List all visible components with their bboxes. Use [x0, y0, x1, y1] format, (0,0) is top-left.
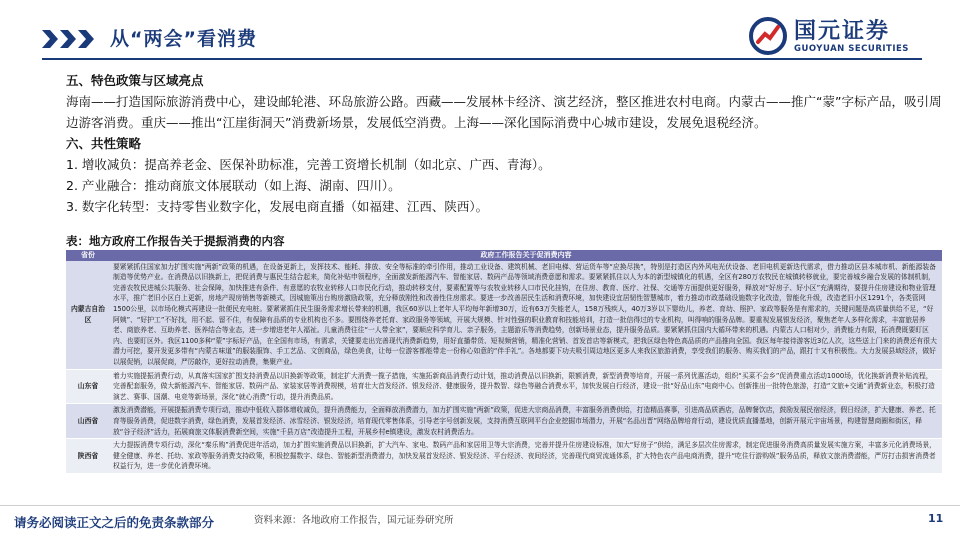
province-cell: 山西省 [66, 404, 110, 439]
section-5-paragraph: 海南——打造国际旅游消费中心，建设邮轮港、环岛旅游公路。西藏——发展林卡经济、演艺经济，整区推进农村电商。内蒙古——推广“蒙”字标产品，吸引周边游客消费。重庆——推出“江崖街洞天”消费新场景，发展低空消费。上海——深化国际消费中心城市建设，发展免退税经济。 [66, 94, 942, 130]
chevron-arrows-icon [42, 30, 102, 48]
main-text [66, 70, 946, 217]
province-cell: 陕西省 [66, 439, 110, 474]
company-logo [748, 14, 938, 58]
logo-text-cn: 国元证券 [794, 19, 891, 44]
section-5-heading: 五、特色政策与区域亮点 [66, 73, 204, 88]
province-cell: 山东省 [66, 369, 110, 404]
table-header-row [66, 250, 942, 261]
content-cell: 大力提振消费专项行动，深化“秦乐购”消费促进年活动，加力扩围实施消费品以旧换新，扩大汽车、家电、数码产品和家居用卫等大宗消费，完善并提升住房建设标准，加大“好房子”供给，满足多层次住房需求，制定促进服务消费高质量发展实施方案，丰富多元化消费场景，健全健康、养老、托幼、家政等服务消费支持政策，积极挖掘数字、绿色、智能新型消费潜力，加快发展首发经济、银发经济、平台经济、夜间经济，完善现代商贸流通体系，扩大特色农产品电商消费，提升“吃住行游购娱”服务品质，释放文旅消费潜能，严厉打击损害消费者权益行为，进一步优化消费环境。 [110, 439, 942, 474]
logo-emblem-icon [748, 16, 788, 56]
page-number: 11 [928, 512, 944, 525]
source-note: 资料来源：各地政府工作报告，国元证券研究所 [254, 515, 454, 526]
province-cell: 内蒙古自治区 [66, 261, 110, 369]
content-cell: 要紧紧抓住国家加力扩围实施“两新”政策的机遇，在设备更新上，发挥技术、能耗、排放、安全等标准的牵引作用，推动工业设备、建筑机械、老旧电梯、营运货车等“应换尽换”，特别是打造区内外风电光伏设备、老旧电机更新迭代需求，借力推动区县本城市机、新能源装备制造等优势产业。在消费品以旧换新上，把促消费与惠民生结合起来，简化补贴申领程序，全面激发新能源汽车、智能家居、数码产品等领域消费意愿和需求。要紧紧抓住以人为本的新型城镇化的机遇，全区有280万农牧民在城镇转移就业，要完善城乡融合发展的体制机制，完善农牧民进城公共服务、社会保障，加快推进有条件、有意愿的农牧业转移人口市民化行动，推动转移支付，要素配置等与农牧业转移人口市民化挂钩，在住房、教育、医疗、社保、交通等方面提供更好服务，释放对“好房子、好小区”充满期待，要提升住房建设和物业管理水平，推广老旧小区白上更新，房地产现房销售等新模式，因城施策出台购房激励政策，充分释放刚性和改善性住房需求。要进一步改善居民生活和消费环境，加快建设宜居韧性智慧城市，着力推动市政基础设施数字化改造，智能化升级，改造老旧小区1291个，各类管网1500公里，以市场化模式再建设一批便民充电桩。要紧紧抓住民生服务需求增长带来的机遇，我区60岁以上老年人平均每年新增30万，近有63万失能老人，158万残疾人，40万3岁以下婴幼儿，养老、育幼、照护、家政等服务是有需求的，关键问题是高质量供给不足，“好阿姨”、“好护工”不好找，用不起、留不住，有保障有品质的专业机构也不多。要围绕养老托育、家政服务等领域，开展大规模、针对性强的职业教育和技能培训，打造一批信得过的专业机构，叫得响的服务品牌。要重视发展银发经济，聚焦老年人多样化需求，丰富旅居养老、商旅养老、互助养老、医养结合等业态，进一步增进老年人福祉。儿童消费往往“一人带全家”，要顺应科学育儿、亲子服务，主题游乐等消费趋势，创新场景业态，提升服务品质。要紧紧抓住国内大循环带来的机遇。内蒙古人口相对少，消费能力有限，拓消费既要盯区内、也要盯区外。我区1100多种“蒙”字标好产品，在全国有市场，有需求，关键要走出完善现代消费新趋势，用好直播带货、短视频营销，精准化营销、首发首店等新模式，把我区绿色特色高品质的产品推向全国。我区每年接待游客近3亿人次，这些送上门来的消费还有很大潜力可挖，要开发更多带有“内蒙古味道”的服装服饰、手工艺品、文创商品，绿色美食，让每一位游客都能带走一份称心如意的“伴手礼”。各地都要下功夫吸引周边地区更多人来我区旅游消费，享受我们的服务、购买我们的产品，跟打十又有积极性。大力发展县域经济，做好以展促销，以展促商，严厉敲诈，更好拉动消费，集聚产业。 [110, 261, 942, 369]
strategy-item-1: 1. 增收减负：提高养老金、医保补助标准，完善工资增长机制（如北京、广西、青海）。 [66, 157, 551, 172]
table-row [66, 404, 942, 439]
table-row [66, 369, 942, 404]
header [0, 0, 960, 68]
disclaimer-text: 请务必阅读正文之后的免责条款部分 [14, 515, 215, 530]
column-header-content: 政府工作报告关于促消费内容 [110, 250, 942, 261]
content-cell: 着力实施提振消费行动，从真落实国家扩围支持消费品以旧换新等政策，制定扩大消费一揽子措施，实施拓新商品消费行动计划，推动消费品以旧换新，限额消费，新型消费等培育，开展一系列优惠活动，组织“买菜不会乡”促消费重点活动1000场，优化换新消费补贴流程，完善配套服务，做大新能源汽车、智能家居、数码产品、家装家居等消费规模，培育壮大首发经济、银发经济、健康服务，提升数智、绿色等融合消费水平，加快发展自行经济，建设一批“好品山东”电商中心。创新推出一批特色旅游，打造“文旅+交通”消费新业态，积极打造演艺、赛事、国潮、电竞等新场景，深化“就心消费”行动，提升消费品质。 [110, 369, 942, 404]
table-row [66, 261, 942, 369]
section-6-heading: 六、共性策略 [66, 136, 142, 151]
header-divider [42, 58, 922, 60]
strategy-item-2: 2. 产业融合：推动商旅文体展联动（如上海、湖南、四川）。 [66, 178, 401, 193]
content-cell: 激发消费潜能，开展提振消费专项行动，推动中低收入群体增收减负，提升消费能力，全面释放消费潜力，加力扩围实施“两新”政策，促进大宗商品消费，丰富服务消费供给，打造精品赛事，引进高品质酒店，品牌餐饮店，鼓励发展民宿经济，假日经济，扩大健康、养老、托育等服务消费，促进数字消费，绿色消费，发展首发经济、冰雪经济、银发经济，培育现代零售体系，引导老字号创新发展，支持消费互联网平台企业挖掘市场潜力，开展“名品出晋”网络品牌培育行动，建设优质直播基地，创新开展元宇宙场景，构建智慧商圈和街区，释放“谷子经济”活力，拓展商旅文体服消费新空间，实施“千县万店”改造提升工程，开展乡村e镇建设，激发农村消费活力。 [110, 404, 942, 439]
page-title: 从“两会”看消费 [110, 28, 257, 50]
footer-divider [0, 505, 960, 506]
column-header-province: 省份 [66, 250, 110, 261]
strategy-item-3: 3. 数字化转型：支持零售业数字化，发展电商直播（如福建、江西、陕西）。 [66, 199, 489, 214]
table-title: 表：地方政府工作报告关于提振消费的内容 [66, 234, 285, 248]
table-row [66, 439, 942, 474]
logo-text-en: GUOYUAN SECURITIES [794, 44, 909, 54]
policy-table [66, 250, 942, 474]
